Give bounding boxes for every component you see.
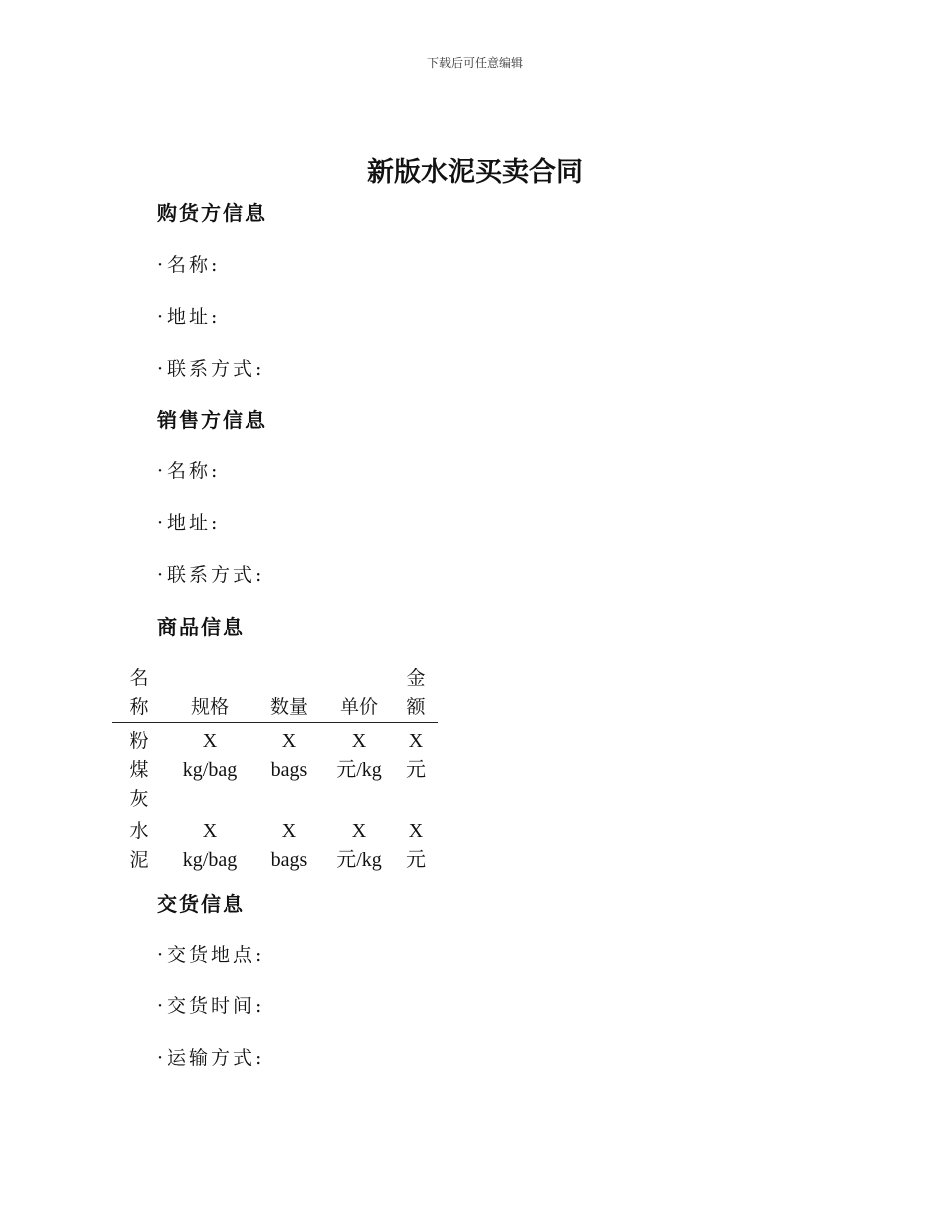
cell-unit-price: X 元/kg (336, 730, 382, 781)
goods-table (112, 664, 438, 871)
column-header-name: 名 称 (129, 667, 149, 718)
cell-quantity: X bags (270, 730, 308, 781)
column-header-quantity: 数量 (269, 696, 308, 718)
column-header-amount: 金 额 (406, 667, 426, 718)
seller-name-item: · 名称: (157, 460, 221, 482)
buyer-address-item: · 地址: (157, 306, 221, 328)
cell-amount: X 元 (406, 820, 426, 871)
delivery-heading: 交货信息 (157, 892, 245, 916)
buyer-name-item: · 名称: (157, 254, 221, 276)
cell-spec: X kg/bag (182, 730, 238, 781)
cell-name: 粉 煤 灰 (129, 730, 149, 810)
column-header-spec: 规格 (190, 696, 229, 718)
cell-amount: X 元 (406, 730, 426, 781)
delivery-time-item: · 交货时间: (157, 995, 265, 1017)
delivery-transport-item: · 运输方式: (157, 1047, 265, 1069)
cell-unit-price: X 元/kg (336, 820, 382, 871)
buyer-contact-item: · 联系方式: (157, 358, 265, 380)
column-header-unit-price: 单价 (339, 696, 378, 718)
cell-spec: X kg/bag (182, 820, 238, 871)
seller-heading: 销售方信息 (157, 408, 267, 432)
buyer-heading: 购货方信息 (157, 201, 267, 225)
header-note: 下载后可任意编辑 (426, 56, 523, 70)
seller-contact-item: · 联系方式: (157, 564, 265, 586)
seller-address-item: · 地址: (157, 512, 221, 534)
table-row (112, 727, 438, 817)
table-row (112, 817, 438, 877)
document-title: 新版水泥买卖合同 (367, 157, 583, 188)
cell-quantity: X bags (270, 820, 308, 871)
table-header-rule (112, 722, 438, 723)
delivery-location-item: · 交货地点: (157, 944, 265, 966)
goods-heading: 商品信息 (157, 615, 245, 639)
cell-name: 水 泥 (129, 820, 149, 871)
table-header-row (112, 664, 438, 722)
